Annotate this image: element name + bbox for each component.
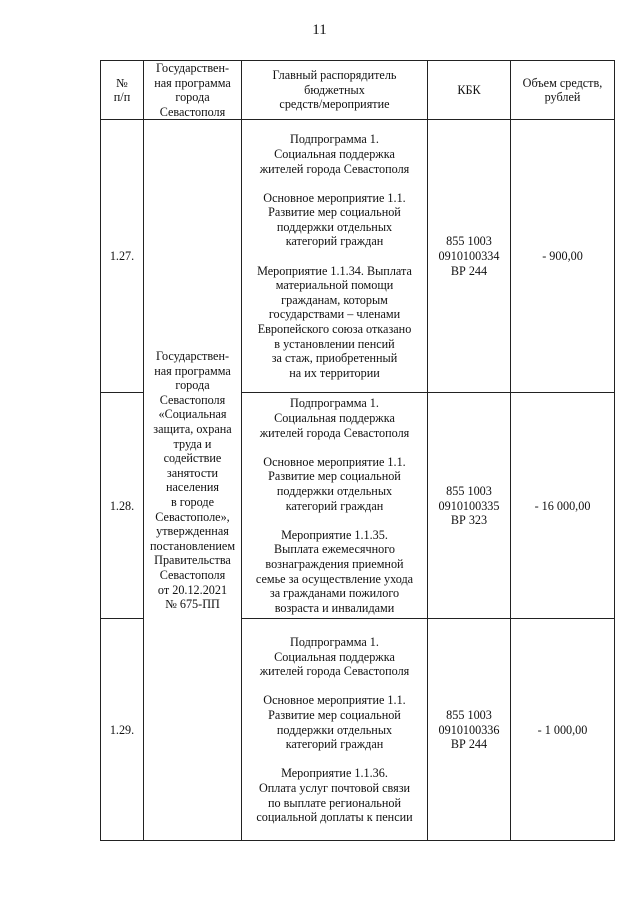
- text-line: жителей города Севастополя: [259, 161, 410, 176]
- header-line: Главный распорядитель: [272, 68, 397, 83]
- text-line: возраста и инвалидами: [274, 600, 395, 615]
- text-line: Подпрограмма 1.: [290, 396, 379, 411]
- amount-cell: [511, 619, 615, 841]
- text-line: Социальная поддержка: [274, 411, 395, 426]
- program-line: защита, охрана: [153, 422, 232, 436]
- text-line: категорий граждан: [285, 234, 384, 249]
- amount-cell: [511, 393, 615, 619]
- header-line: города: [175, 90, 210, 105]
- text-line: Социальная поддержка: [274, 146, 395, 161]
- kbk-line: 0910100336: [438, 722, 500, 737]
- header-event: [242, 61, 428, 120]
- text-line: Подпрограмма 1.: [290, 635, 379, 650]
- amount-value: - 16 000,00: [534, 498, 591, 513]
- header-program: [144, 61, 242, 120]
- text-line: Мероприятие 1.1.36.: [281, 766, 388, 781]
- header-num: [101, 61, 144, 120]
- kbk-line: 0910100334: [438, 249, 500, 264]
- text-line: поддержки отдельных: [276, 722, 393, 737]
- text-line: категорий граждан: [285, 498, 384, 513]
- text-line: Развитие мер социальной: [268, 469, 401, 484]
- program-line: № 675-ПП: [165, 597, 220, 612]
- kbk-line: ВР 244: [450, 737, 488, 752]
- row-number: 1.29.: [101, 619, 144, 841]
- event-text: [244, 766, 425, 824]
- program-line: Севастополе»,: [155, 509, 230, 524]
- text-line: категорий граждан: [285, 737, 384, 752]
- program-line: города: [175, 378, 210, 393]
- program-line: Государствен-: [155, 349, 230, 364]
- text-line: поддержки отдельных: [276, 483, 393, 498]
- header-line: п/п: [113, 90, 131, 105]
- text-line: Развитие мер социальной: [268, 707, 401, 722]
- kbk-cell: [428, 619, 511, 841]
- row-number: 1.27.: [101, 120, 144, 393]
- text-line: Мероприятие 1.1.34. Выплата: [257, 263, 412, 278]
- text-line: Европейского союза отказано: [257, 322, 412, 337]
- amount-cell: [511, 120, 615, 393]
- program-line: постановлением: [149, 538, 236, 553]
- program-line: содействие: [163, 451, 222, 466]
- program-line: Севастополя: [159, 392, 226, 407]
- amount-value: - 1 000,00: [537, 722, 588, 737]
- program-line: ная программа: [154, 363, 231, 378]
- kbk-line: 855 1003: [446, 707, 492, 722]
- kbk-line: 0910100335: [438, 498, 500, 513]
- header-line: рублей: [544, 90, 581, 105]
- text-line: Основное мероприятие 1.1.: [263, 693, 406, 708]
- text-line: на их территории: [289, 365, 380, 380]
- program-line: Севастополя: [159, 567, 226, 582]
- event-cell: [242, 120, 428, 393]
- budget-table: [100, 60, 615, 841]
- text-line: материальной помощи: [275, 278, 394, 293]
- text-line: за гражданами пожилого: [269, 586, 400, 601]
- event-text: [244, 264, 425, 381]
- text-line: социальной доплаты к пенсии: [256, 810, 413, 825]
- text-line: Социальная поддержка: [274, 649, 395, 664]
- subprogram-text: [244, 635, 425, 679]
- program-line: населения: [165, 480, 220, 495]
- text-line: государствами – членами: [268, 307, 401, 322]
- main-event-text: [244, 191, 425, 249]
- text-line: семье за осуществление ухода: [255, 571, 414, 586]
- event-text: [244, 528, 425, 616]
- program-line: «Социальная: [158, 407, 227, 422]
- header-amount: [511, 61, 615, 120]
- kbk-cell: [428, 120, 511, 393]
- text-line: Основное мероприятие 1.1.: [263, 454, 406, 469]
- table-row: [101, 120, 615, 393]
- text-line: гражданам, которым: [281, 292, 388, 307]
- header-line: средств/мероприятие: [279, 97, 390, 112]
- header-line: ная программа: [154, 75, 231, 90]
- header-line: Севастополя: [159, 104, 226, 119]
- text-line: в установлении пенсий: [274, 336, 395, 351]
- program-line: от 20.12.2021: [157, 582, 228, 597]
- text-line: Подпрограмма 1.: [290, 132, 379, 147]
- kbk-cell: [428, 393, 511, 619]
- event-cell: [242, 619, 428, 841]
- text-line: Развитие мер социальной: [268, 205, 401, 220]
- program-line: утвержденная: [156, 524, 229, 539]
- kbk-line: ВР 244: [450, 263, 488, 278]
- text-line: Выплата ежемесячного: [274, 542, 395, 557]
- event-cell: [242, 393, 428, 619]
- kbk-line: ВР 323: [450, 513, 488, 528]
- header-line: КБК: [457, 82, 481, 97]
- amount-value: - 900,00: [542, 249, 583, 264]
- text-line: вознаграждения приемной: [265, 556, 404, 571]
- program-line: труда и: [173, 436, 212, 451]
- header-kbk: [428, 61, 511, 120]
- page-number: 11: [312, 22, 327, 38]
- text-line: за стаж, приобретенный: [271, 351, 398, 366]
- main-event-text: [244, 455, 425, 513]
- text-line: по выплате региональной: [267, 795, 402, 810]
- kbk-line: 855 1003: [446, 483, 492, 498]
- text-line: жителей города Севастополя: [259, 664, 410, 679]
- program-line: Правительства: [154, 553, 231, 568]
- program-line: в городе: [170, 494, 215, 509]
- kbk-line: 855 1003: [446, 234, 492, 249]
- text-line: Основное мероприятие 1.1.: [263, 190, 406, 205]
- program-cell: [144, 120, 242, 841]
- subprogram-text: [244, 132, 425, 176]
- header-row: [101, 61, 615, 120]
- text-line: жителей города Севастополя: [259, 425, 410, 440]
- text-line: поддержки отдельных: [276, 219, 393, 234]
- subprogram-text: [244, 396, 425, 440]
- header-line: №: [116, 75, 128, 90]
- program-line: занятости: [166, 465, 219, 480]
- header-line: Государствен-: [155, 61, 230, 75]
- text-line: Мероприятие 1.1.35.: [281, 527, 388, 542]
- row-number: 1.28.: [101, 393, 144, 619]
- header-line: Объем средств,: [522, 75, 603, 90]
- text-line: Оплата услуг почтовой связи: [258, 780, 411, 795]
- header-line: бюджетных: [304, 82, 365, 97]
- main-event-text: [244, 693, 425, 751]
